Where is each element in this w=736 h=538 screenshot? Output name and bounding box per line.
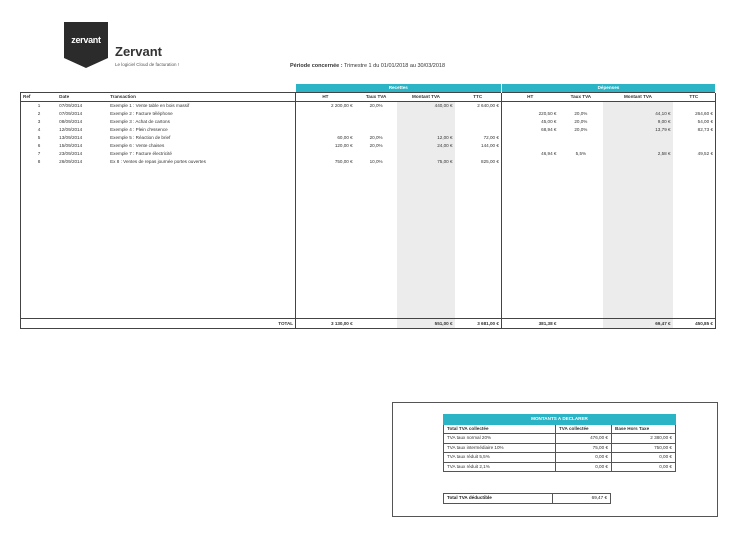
column-header-row [21, 93, 716, 102]
table-row [21, 126, 716, 134]
row-depenses-taux [558, 134, 603, 142]
col-recettes-montant: Montant TVA [397, 93, 454, 102]
row-ref: 7 [21, 150, 58, 158]
table-row [21, 110, 716, 118]
row-recettes-ht: 2 200,00 € [296, 102, 355, 111]
recap-box [392, 402, 718, 517]
row-depenses-taux [558, 158, 603, 166]
row-date: 13/09/2014 [59, 135, 83, 140]
row-recettes-tva: 75,00 € [397, 158, 454, 166]
row-recettes-ht [296, 118, 355, 126]
row-recettes-taux: 20,0% [369, 135, 383, 140]
table-row [21, 118, 716, 126]
row-recettes-ht: 120,00 € [296, 142, 355, 150]
row-recettes-ttc [455, 150, 502, 158]
brand-name: Zervant [115, 44, 162, 59]
filler-row [21, 278, 716, 286]
recap-body [444, 434, 676, 472]
row-depenses-ttc: 264,60 € [673, 110, 716, 118]
total-depenses-tva: 69,47 € [603, 319, 672, 329]
recap-row-base: 0,00 € [612, 453, 676, 463]
row-recettes-ttc [455, 118, 502, 126]
row-ref: 1 [21, 102, 58, 111]
filler-row [21, 238, 716, 246]
col-depenses-montant: Montant TVA [603, 93, 672, 102]
ledger-table [20, 84, 716, 329]
row-depenses-taux: 20,0% [574, 127, 588, 132]
row-recettes-ht [296, 110, 355, 118]
row-depenses-ttc [673, 142, 716, 150]
ledger-body [21, 102, 716, 319]
row-transaction: Ex 8 : Ventes de repas journée portes ouvertes [110, 159, 206, 164]
recap-row-label: TVA taux réduit 2,1% [444, 462, 556, 472]
recap-row-base: 2 380,00 € [612, 434, 676, 444]
row-ref: 2 [21, 110, 58, 118]
recap-table [443, 414, 676, 472]
table-row [21, 142, 716, 150]
row-transaction: Exemple 2 : Facture téléphone [110, 111, 173, 116]
row-recettes-ht [296, 126, 355, 134]
filler-row [21, 166, 716, 174]
row-depenses-tva [603, 142, 672, 150]
row-depenses-ht [501, 158, 558, 166]
row-depenses-tva [603, 102, 672, 111]
filler-row [21, 302, 716, 310]
recap-row [444, 462, 676, 472]
col-recettes-ttc: TTC [455, 93, 502, 102]
recap-row [444, 453, 676, 463]
row-depenses-tva: 44,10 € [603, 110, 672, 118]
recap-row-tva: 476,00 € [556, 434, 612, 444]
row-date: 07/09/2014 [59, 103, 83, 108]
row-depenses-ht [501, 142, 558, 150]
recap-row-label: TVA taux réduit 5,5% [444, 453, 556, 463]
row-depenses-taux [558, 142, 603, 150]
filler-row [21, 286, 716, 294]
filler-row [21, 206, 716, 214]
group-depenses: Dépenses [501, 84, 715, 93]
row-depenses-ttc: 54,00 € [673, 118, 716, 126]
row-recettes-taux: 10,0% [369, 159, 383, 164]
row-date: 08/09/2014 [59, 119, 83, 124]
row-ref: 5 [21, 134, 58, 142]
recap-header-label: Total TVA collectée [444, 424, 556, 434]
table-row [21, 102, 716, 111]
row-recettes-taux [355, 118, 398, 126]
row-depenses-ht: 220,50 € [501, 110, 558, 118]
row-depenses-tva: 9,00 € [603, 118, 672, 126]
filler-row [21, 214, 716, 222]
filler-row [21, 270, 716, 278]
filler-row [21, 246, 716, 254]
row-depenses-ht [501, 102, 558, 111]
row-depenses-ht [501, 134, 558, 142]
row-depenses-ttc [673, 158, 716, 166]
period-label: Période concernée : [290, 63, 343, 69]
row-ref: 3 [21, 118, 58, 126]
row-depenses-ht: 45,00 € [501, 118, 558, 126]
filler-row [21, 254, 716, 262]
recap-row-tva: 0,00 € [556, 453, 612, 463]
total-recettes-tva: 551,00 € [397, 319, 454, 329]
row-recettes-ttc [455, 110, 502, 118]
row-recettes-tva: 440,00 € [397, 102, 454, 111]
row-depenses-tva: 13,79 € [603, 126, 672, 134]
row-depenses-tva [603, 158, 672, 166]
deductible-label: Total TVA déductible [444, 494, 553, 504]
row-date: 07/09/2014 [59, 111, 83, 116]
row-transaction: Exemple 1 : Vente table en bois massif [110, 103, 190, 108]
row-depenses-tva: 2,58 € [603, 150, 672, 158]
row-recettes-tva [397, 150, 454, 158]
row-depenses-tva [603, 134, 672, 142]
recap-row-tva: 75,00 € [556, 443, 612, 453]
row-recettes-taux: 20,0% [369, 143, 383, 148]
filler-row [21, 262, 716, 270]
row-depenses-ttc [673, 102, 716, 111]
col-ref: Ref [21, 93, 58, 102]
filler-row [21, 230, 716, 238]
row-recettes-tva [397, 118, 454, 126]
row-depenses-taux: 20,0% [574, 111, 588, 116]
logo-text: zervant [71, 35, 101, 45]
recap-row-label: TVA taux normal 20% [444, 434, 556, 444]
period-line [290, 63, 445, 69]
row-ref: 8 [21, 158, 58, 166]
row-recettes-ht: 60,00 € [296, 134, 355, 142]
recap-row-base: 0,00 € [612, 462, 676, 472]
filler-row [21, 174, 716, 182]
group-header-row [21, 84, 716, 93]
row-depenses-taux [558, 102, 603, 111]
row-recettes-taux [355, 150, 398, 158]
filler-row [21, 190, 716, 198]
row-transaction: Exemple 3 : Achat de cartons [110, 119, 170, 124]
col-recettes-ht: HT [296, 93, 355, 102]
filler-row [21, 182, 716, 190]
total-row [21, 319, 716, 329]
total-depenses-ttc: 450,85 € [673, 319, 716, 329]
row-depenses-ht: 46,94 € [501, 150, 558, 158]
logo-shield-tip [64, 58, 108, 68]
total-recettes-ttc: 3 681,00 € [455, 319, 502, 329]
row-ref: 6 [21, 142, 58, 150]
table-row [21, 158, 716, 166]
row-recettes-taux [355, 110, 398, 118]
row-recettes-ttc [455, 126, 502, 134]
filler-row [21, 198, 716, 206]
row-transaction: Exemple 4 : Plein d'essence [110, 127, 168, 132]
row-recettes-taux: 20,0% [369, 103, 383, 108]
recap-row [444, 443, 676, 453]
row-transaction: Exemple 7 : Facture électricité [110, 151, 172, 156]
row-recettes-ht: 750,00 € [296, 158, 355, 166]
row-recettes-ttc: 2 640,00 € [477, 103, 499, 108]
deductible-value: 69,47 € [553, 494, 611, 504]
row-recettes-tva: 12,00 € [397, 134, 454, 142]
logo [64, 22, 108, 58]
row-depenses-ttc: 49,52 € [673, 150, 716, 158]
row-recettes-tva [397, 126, 454, 134]
row-recettes-ttc: 72,00 € [483, 135, 499, 140]
row-recettes-ht [296, 150, 355, 158]
recap-row-base: 750,00 € [612, 443, 676, 453]
row-recettes-ttc: 144,00 € [481, 143, 499, 148]
row-date: 23/09/2014 [59, 151, 83, 156]
col-depenses-ttc: TTC [673, 93, 716, 102]
row-depenses-ttc [673, 134, 716, 142]
row-depenses-taux: 20,0% [574, 119, 588, 124]
recap-header-tva: TVA collectée [556, 424, 612, 434]
row-date: 12/09/2014 [59, 127, 83, 132]
row-recettes-tva [397, 110, 454, 118]
row-transaction: Exemple 5 : Réaction de brief [110, 135, 171, 140]
col-depenses-taux: Taux TVA [558, 93, 603, 102]
row-recettes-tva: 24,00 € [397, 142, 454, 150]
group-recettes: Recettes [296, 84, 502, 93]
row-recettes-taux [355, 126, 398, 134]
recap-header-row [444, 424, 676, 434]
total-recettes-ht: 3 130,00 € [296, 319, 355, 329]
row-transaction: Exemple 6 : Vente chaises [110, 143, 165, 148]
row-recettes-ttc: 825,00 € [481, 159, 499, 164]
row-date: 26/09/2014 [59, 159, 83, 164]
row-depenses-taux: 5,5% [575, 151, 587, 156]
recap-row-tva: 0,00 € [556, 462, 612, 472]
total-depenses-ht: 381,38 € [501, 319, 558, 329]
col-depenses-ht: HT [501, 93, 558, 102]
recap-title: MONTANTS A DECLARER [444, 415, 676, 425]
col-recettes-taux: Taux TVA [355, 93, 398, 102]
filler-row [21, 310, 716, 319]
brand-tagline: Le logiciel Cloud de facturation ! [115, 62, 180, 67]
table-row [21, 150, 716, 158]
col-transaction: Transaction [108, 93, 296, 102]
col-date: Date [57, 93, 108, 102]
row-date: 15/09/2014 [59, 143, 83, 148]
recap-row-label: TVA taux intermédiaire 10% [444, 443, 556, 453]
filler-row [21, 294, 716, 302]
row-depenses-ht: 68,94 € [501, 126, 558, 134]
recap-row [444, 434, 676, 444]
filler-row [21, 222, 716, 230]
row-ref: 4 [21, 126, 58, 134]
table-row [21, 134, 716, 142]
row-depenses-ttc: 82,73 € [673, 126, 716, 134]
recap-header-base: Base Hors Taxe [612, 424, 676, 434]
period-value: Trimestre 1 du 01/01/2018 au 30/03/2018 [344, 63, 446, 69]
total-label: TOTAL [108, 319, 296, 329]
deductible-table [443, 493, 611, 504]
